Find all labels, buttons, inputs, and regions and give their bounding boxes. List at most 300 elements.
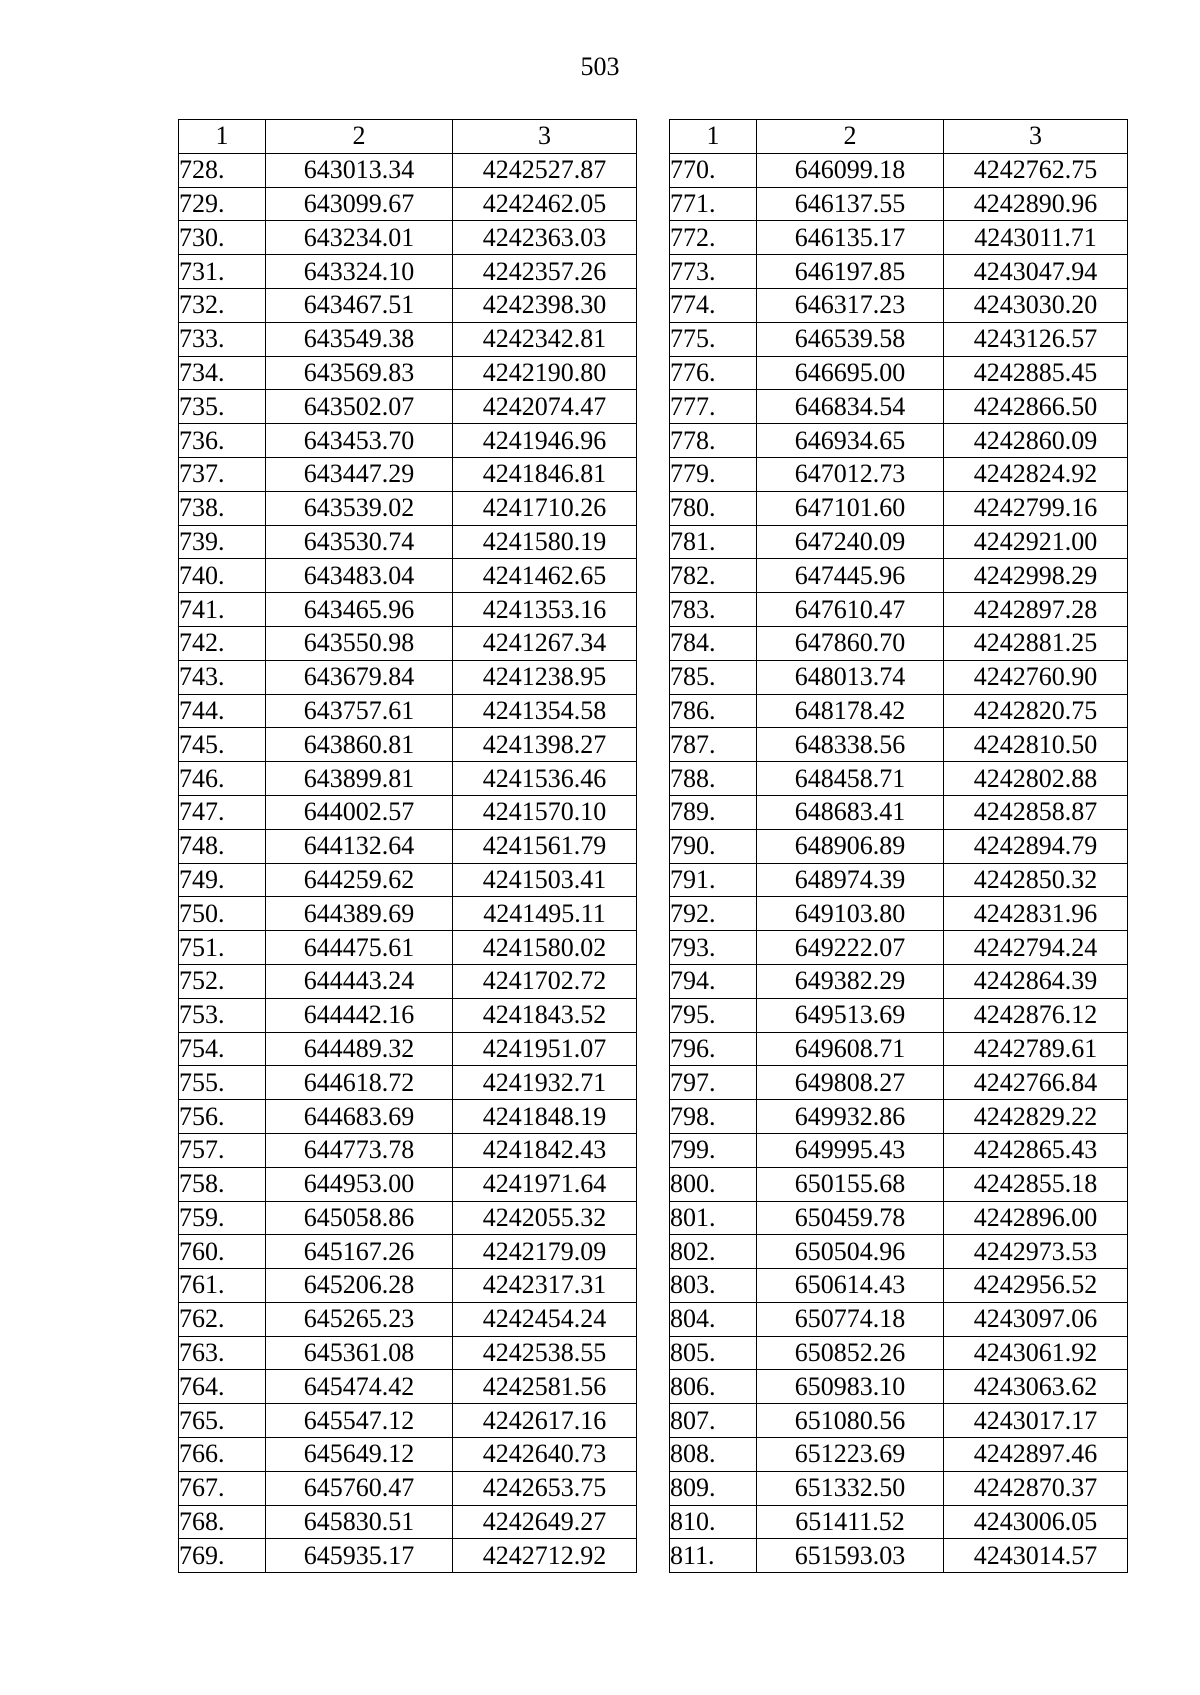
table-row	[670, 221, 1128, 255]
cell-point-number: 732.	[179, 288, 266, 322]
cell-point-number: 787.	[670, 728, 757, 762]
cell-x-coordinate: 646539.58	[757, 322, 944, 356]
cell-point-number: 788.	[670, 762, 757, 796]
cell-x-coordinate: 646137.55	[757, 187, 944, 221]
cell-point-number: 730.	[179, 221, 266, 255]
cell-y-coordinate: 4241354.58	[453, 694, 637, 728]
cell-point-number: 748.	[179, 829, 266, 863]
cell-point-number: 765.	[179, 1404, 266, 1438]
table-row	[179, 626, 637, 660]
cell-x-coordinate: 643234.01	[266, 221, 453, 255]
table-row	[670, 897, 1128, 931]
page-number: 503	[580, 52, 620, 81]
cell-y-coordinate: 4243017.17	[944, 1404, 1128, 1438]
cell-point-number: 739.	[179, 525, 266, 559]
cell-y-coordinate: 4242802.88	[944, 762, 1128, 796]
cell-x-coordinate: 651080.56	[757, 1404, 944, 1438]
table-row	[670, 1201, 1128, 1235]
cell-point-number: 786.	[670, 694, 757, 728]
cell-x-coordinate: 647101.60	[757, 491, 944, 525]
table-row	[670, 795, 1128, 829]
cell-x-coordinate: 646695.00	[757, 356, 944, 390]
cell-x-coordinate: 645206.28	[266, 1269, 453, 1303]
cell-y-coordinate: 4242850.32	[944, 863, 1128, 897]
cell-point-number: 768.	[179, 1505, 266, 1539]
table-row	[670, 1539, 1128, 1573]
cell-point-number: 808.	[670, 1438, 757, 1472]
cell-point-number: 785.	[670, 660, 757, 694]
table-row	[179, 424, 637, 458]
cell-point-number: 741.	[179, 593, 266, 627]
table-body	[670, 153, 1128, 1572]
cell-point-number: 783.	[670, 593, 757, 627]
cell-y-coordinate: 4243006.05	[944, 1505, 1128, 1539]
table-row	[179, 829, 637, 863]
cell-x-coordinate: 644002.57	[266, 795, 453, 829]
column-header-index: 1	[670, 120, 757, 154]
cell-x-coordinate: 649382.29	[757, 964, 944, 998]
cell-x-coordinate: 646197.85	[757, 255, 944, 289]
cell-point-number: 736.	[179, 424, 266, 458]
cell-y-coordinate: 4242864.39	[944, 964, 1128, 998]
cell-y-coordinate: 4242179.09	[453, 1235, 637, 1269]
cell-y-coordinate: 4241843.52	[453, 998, 637, 1032]
table-row	[179, 1438, 637, 1472]
table-row	[670, 863, 1128, 897]
cell-y-coordinate: 4242357.26	[453, 255, 637, 289]
cell-x-coordinate: 648458.71	[757, 762, 944, 796]
cell-x-coordinate: 645058.86	[266, 1201, 453, 1235]
cell-point-number: 761.	[179, 1269, 266, 1303]
table-row	[670, 762, 1128, 796]
cell-x-coordinate: 644259.62	[266, 863, 453, 897]
cell-y-coordinate: 4241238.95	[453, 660, 637, 694]
cell-point-number: 758.	[179, 1167, 266, 1201]
cell-point-number: 798.	[670, 1100, 757, 1134]
table-row	[179, 998, 637, 1032]
cell-x-coordinate: 643324.10	[266, 255, 453, 289]
cell-point-number: 752.	[179, 964, 266, 998]
cell-x-coordinate: 645649.12	[266, 1438, 453, 1472]
table-row	[179, 1235, 637, 1269]
cell-y-coordinate: 4242876.12	[944, 998, 1128, 1032]
cell-x-coordinate: 644442.16	[266, 998, 453, 1032]
cell-point-number: 751.	[179, 931, 266, 965]
table-row	[670, 1471, 1128, 1505]
cell-y-coordinate: 4241462.65	[453, 559, 637, 593]
cell-point-number: 773.	[670, 255, 757, 289]
cell-x-coordinate: 643467.51	[266, 288, 453, 322]
table-row	[670, 1066, 1128, 1100]
cell-x-coordinate: 647012.73	[757, 457, 944, 491]
cell-y-coordinate: 4241580.02	[453, 931, 637, 965]
table-row	[670, 1100, 1128, 1134]
cell-y-coordinate: 4242829.22	[944, 1100, 1128, 1134]
table-row	[670, 998, 1128, 1032]
cell-x-coordinate: 651332.50	[757, 1471, 944, 1505]
cell-y-coordinate: 4242190.80	[453, 356, 637, 390]
cell-x-coordinate: 645547.12	[266, 1404, 453, 1438]
cell-x-coordinate: 645167.26	[266, 1235, 453, 1269]
cell-x-coordinate: 648906.89	[757, 829, 944, 863]
cell-y-coordinate: 4242581.56	[453, 1370, 637, 1404]
cell-y-coordinate: 4241702.72	[453, 964, 637, 998]
cell-y-coordinate: 4242766.84	[944, 1066, 1128, 1100]
cell-point-number: 746.	[179, 762, 266, 796]
cell-y-coordinate: 4243014.57	[944, 1539, 1128, 1573]
cell-point-number: 754.	[179, 1032, 266, 1066]
cell-x-coordinate: 650614.43	[757, 1269, 944, 1303]
cell-point-number: 810.	[670, 1505, 757, 1539]
table-row	[670, 660, 1128, 694]
table-row	[179, 322, 637, 356]
cell-y-coordinate: 4241946.96	[453, 424, 637, 458]
cell-x-coordinate: 650983.10	[757, 1370, 944, 1404]
table-row	[670, 1302, 1128, 1336]
table-row	[179, 153, 637, 187]
cell-point-number: 733.	[179, 322, 266, 356]
cell-point-number: 775.	[670, 322, 757, 356]
cell-x-coordinate: 650504.96	[757, 1235, 944, 1269]
table-body	[179, 153, 637, 1572]
table-row	[179, 1066, 637, 1100]
cell-y-coordinate: 4242799.16	[944, 491, 1128, 525]
table-row	[179, 356, 637, 390]
table-row	[179, 660, 637, 694]
table-row	[670, 153, 1128, 187]
cell-y-coordinate: 4241353.16	[453, 593, 637, 627]
cell-x-coordinate: 648683.41	[757, 795, 944, 829]
table-row	[179, 1167, 637, 1201]
table-row	[670, 559, 1128, 593]
cell-y-coordinate: 4242617.16	[453, 1404, 637, 1438]
cell-y-coordinate: 4243097.06	[944, 1302, 1128, 1336]
table-row	[179, 863, 637, 897]
cell-x-coordinate: 645935.17	[266, 1539, 453, 1573]
cell-point-number: 794.	[670, 964, 757, 998]
cell-point-number: 779.	[670, 457, 757, 491]
cell-point-number: 737.	[179, 457, 266, 491]
cell-point-number: 753.	[179, 998, 266, 1032]
cell-point-number: 802.	[670, 1235, 757, 1269]
cell-y-coordinate: 4243030.20	[944, 288, 1128, 322]
table-row	[670, 1505, 1128, 1539]
cell-point-number: 780.	[670, 491, 757, 525]
table-row	[179, 1201, 637, 1235]
cell-x-coordinate: 643539.02	[266, 491, 453, 525]
table-row	[670, 829, 1128, 863]
cell-point-number: 763.	[179, 1336, 266, 1370]
cell-y-coordinate: 4242649.27	[453, 1505, 637, 1539]
table-row	[179, 1302, 637, 1336]
coordinates-table-left	[178, 119, 637, 1573]
cell-x-coordinate: 643099.67	[266, 187, 453, 221]
table-row	[670, 525, 1128, 559]
table-row	[670, 187, 1128, 221]
cell-x-coordinate: 643679.84	[266, 660, 453, 694]
cell-y-coordinate: 4241503.41	[453, 863, 637, 897]
cell-point-number: 745.	[179, 728, 266, 762]
cell-point-number: 743.	[179, 660, 266, 694]
cell-x-coordinate: 645830.51	[266, 1505, 453, 1539]
cell-point-number: 756.	[179, 1100, 266, 1134]
cell-x-coordinate: 643483.04	[266, 559, 453, 593]
table-row	[670, 626, 1128, 660]
cell-x-coordinate: 649932.86	[757, 1100, 944, 1134]
coordinates-table-right	[669, 119, 1128, 1573]
cell-point-number: 764.	[179, 1370, 266, 1404]
cell-point-number: 791.	[670, 863, 757, 897]
cell-y-coordinate: 4241580.19	[453, 525, 637, 559]
table-row	[670, 255, 1128, 289]
table-row	[670, 1133, 1128, 1167]
cell-x-coordinate: 645474.42	[266, 1370, 453, 1404]
cell-y-coordinate: 4243061.92	[944, 1336, 1128, 1370]
cell-x-coordinate: 648013.74	[757, 660, 944, 694]
cell-y-coordinate: 4242794.24	[944, 931, 1128, 965]
cell-x-coordinate: 646135.17	[757, 221, 944, 255]
table-row	[179, 897, 637, 931]
cell-point-number: 740.	[179, 559, 266, 593]
cell-point-number: 782.	[670, 559, 757, 593]
cell-x-coordinate: 644489.32	[266, 1032, 453, 1066]
cell-point-number: 797.	[670, 1066, 757, 1100]
cell-y-coordinate: 4242712.92	[453, 1539, 637, 1573]
table-row	[179, 390, 637, 424]
cell-y-coordinate: 4242363.03	[453, 221, 637, 255]
cell-y-coordinate: 4242538.55	[453, 1336, 637, 1370]
cell-point-number: 729.	[179, 187, 266, 221]
table-row	[179, 1336, 637, 1370]
cell-y-coordinate: 4242640.73	[453, 1438, 637, 1472]
table-row	[670, 1370, 1128, 1404]
cell-point-number: 804.	[670, 1302, 757, 1336]
cell-x-coordinate: 644132.64	[266, 829, 453, 863]
cell-y-coordinate: 4242998.29	[944, 559, 1128, 593]
cell-point-number: 767.	[179, 1471, 266, 1505]
table-row	[670, 424, 1128, 458]
cell-y-coordinate: 4242885.45	[944, 356, 1128, 390]
cell-y-coordinate: 4241561.79	[453, 829, 637, 863]
cell-point-number: 750.	[179, 897, 266, 931]
cell-y-coordinate: 4242897.28	[944, 593, 1128, 627]
cell-x-coordinate: 648974.39	[757, 863, 944, 897]
cell-x-coordinate: 649808.27	[757, 1066, 944, 1100]
table-row	[670, 694, 1128, 728]
cell-point-number: 734.	[179, 356, 266, 390]
cell-point-number: 796.	[670, 1032, 757, 1066]
cell-y-coordinate: 4242855.18	[944, 1167, 1128, 1201]
cell-point-number: 755.	[179, 1066, 266, 1100]
cell-y-coordinate: 4242890.96	[944, 187, 1128, 221]
cell-point-number: 762.	[179, 1302, 266, 1336]
table-row	[179, 1404, 637, 1438]
cell-point-number: 807.	[670, 1404, 757, 1438]
cell-point-number: 799.	[670, 1133, 757, 1167]
cell-x-coordinate: 649222.07	[757, 931, 944, 965]
cell-point-number: 771.	[670, 187, 757, 221]
table-row	[179, 525, 637, 559]
cell-x-coordinate: 643013.34	[266, 153, 453, 187]
table-row	[179, 795, 637, 829]
cell-x-coordinate: 645760.47	[266, 1471, 453, 1505]
table-row	[670, 491, 1128, 525]
table-row	[179, 728, 637, 762]
cell-point-number: 774.	[670, 288, 757, 322]
cell-y-coordinate: 4241398.27	[453, 728, 637, 762]
cell-y-coordinate: 4242317.31	[453, 1269, 637, 1303]
cell-y-coordinate: 4242398.30	[453, 288, 637, 322]
cell-y-coordinate: 4243063.62	[944, 1370, 1128, 1404]
cell-y-coordinate: 4242956.52	[944, 1269, 1128, 1303]
table-row	[670, 1336, 1128, 1370]
cell-y-coordinate: 4242896.00	[944, 1201, 1128, 1235]
cell-point-number: 772.	[670, 221, 757, 255]
cell-y-coordinate: 4241495.11	[453, 897, 637, 931]
cell-point-number: 790.	[670, 829, 757, 863]
cell-x-coordinate: 647860.70	[757, 626, 944, 660]
table-row	[670, 390, 1128, 424]
cell-y-coordinate: 4241971.64	[453, 1167, 637, 1201]
table-row	[670, 1269, 1128, 1303]
cell-point-number: 795.	[670, 998, 757, 1032]
cell-x-coordinate: 648178.42	[757, 694, 944, 728]
cell-point-number: 757.	[179, 1133, 266, 1167]
cell-x-coordinate: 646099.18	[757, 153, 944, 187]
table-row	[179, 694, 637, 728]
cell-point-number: 769.	[179, 1539, 266, 1573]
cell-point-number: 776.	[670, 356, 757, 390]
cell-point-number: 806.	[670, 1370, 757, 1404]
cell-point-number: 770.	[670, 153, 757, 187]
cell-point-number: 744.	[179, 694, 266, 728]
cell-x-coordinate: 643502.07	[266, 390, 453, 424]
table-row	[670, 322, 1128, 356]
cell-point-number: 803.	[670, 1269, 757, 1303]
cell-y-coordinate: 4242653.75	[453, 1471, 637, 1505]
cell-y-coordinate: 4242881.25	[944, 626, 1128, 660]
table-row	[670, 457, 1128, 491]
cell-y-coordinate: 4242527.87	[453, 153, 637, 187]
table-row	[179, 931, 637, 965]
cell-x-coordinate: 646834.54	[757, 390, 944, 424]
cell-y-coordinate: 4242858.87	[944, 795, 1128, 829]
table-row	[179, 1505, 637, 1539]
cell-y-coordinate: 4242973.53	[944, 1235, 1128, 1269]
cell-point-number: 766.	[179, 1438, 266, 1472]
cell-x-coordinate: 644683.69	[266, 1100, 453, 1134]
cell-x-coordinate: 648338.56	[757, 728, 944, 762]
cell-point-number: 792.	[670, 897, 757, 931]
cell-x-coordinate: 647445.96	[757, 559, 944, 593]
cell-x-coordinate: 644443.24	[266, 964, 453, 998]
cell-y-coordinate: 4242789.61	[944, 1032, 1128, 1066]
table-row	[179, 491, 637, 525]
column-header-y: 3	[453, 120, 637, 154]
table-row	[179, 593, 637, 627]
cell-y-coordinate: 4242824.92	[944, 457, 1128, 491]
cell-x-coordinate: 644475.61	[266, 931, 453, 965]
table-row	[179, 762, 637, 796]
cell-point-number: 760.	[179, 1235, 266, 1269]
cell-x-coordinate: 651223.69	[757, 1438, 944, 1472]
table-header-row	[179, 120, 637, 154]
cell-x-coordinate: 650774.18	[757, 1302, 944, 1336]
cell-x-coordinate: 644618.72	[266, 1066, 453, 1100]
cell-x-coordinate: 643530.74	[266, 525, 453, 559]
table-row	[670, 1167, 1128, 1201]
table-row	[179, 1471, 637, 1505]
cell-point-number: 781.	[670, 525, 757, 559]
cell-x-coordinate: 643453.70	[266, 424, 453, 458]
cell-point-number: 800.	[670, 1167, 757, 1201]
cell-y-coordinate: 4242760.90	[944, 660, 1128, 694]
cell-point-number: 759.	[179, 1201, 266, 1235]
cell-point-number: 738.	[179, 491, 266, 525]
cell-point-number: 801.	[670, 1201, 757, 1235]
cell-point-number: 778.	[670, 424, 757, 458]
cell-y-coordinate: 4243047.94	[944, 255, 1128, 289]
cell-x-coordinate: 643447.29	[266, 457, 453, 491]
table-row	[670, 931, 1128, 965]
cell-point-number: 789.	[670, 795, 757, 829]
cell-y-coordinate: 4241267.34	[453, 626, 637, 660]
column-header-y: 3	[944, 120, 1128, 154]
cell-y-coordinate: 4243126.57	[944, 322, 1128, 356]
cell-point-number: 749.	[179, 863, 266, 897]
cell-x-coordinate: 647610.47	[757, 593, 944, 627]
cell-y-coordinate: 4241951.07	[453, 1032, 637, 1066]
table-row	[179, 187, 637, 221]
table-row	[670, 964, 1128, 998]
cell-point-number: 747.	[179, 795, 266, 829]
cell-x-coordinate: 651411.52	[757, 1505, 944, 1539]
cell-y-coordinate: 4242865.43	[944, 1133, 1128, 1167]
table-row	[670, 356, 1128, 390]
cell-x-coordinate: 643569.83	[266, 356, 453, 390]
cell-x-coordinate: 647240.09	[757, 525, 944, 559]
cell-x-coordinate: 643860.81	[266, 728, 453, 762]
cell-y-coordinate: 4242762.75	[944, 153, 1128, 187]
table-row	[179, 1100, 637, 1134]
cell-point-number: 784.	[670, 626, 757, 660]
cell-x-coordinate: 644389.69	[266, 897, 453, 931]
cell-point-number: 728.	[179, 153, 266, 187]
cell-x-coordinate: 643899.81	[266, 762, 453, 796]
cell-y-coordinate: 4241932.71	[453, 1066, 637, 1100]
cell-x-coordinate: 643465.96	[266, 593, 453, 627]
cell-point-number: 805.	[670, 1336, 757, 1370]
cell-x-coordinate: 649513.69	[757, 998, 944, 1032]
cell-x-coordinate: 651593.03	[757, 1539, 944, 1573]
cell-y-coordinate: 4241570.10	[453, 795, 637, 829]
cell-point-number: 731.	[179, 255, 266, 289]
cell-x-coordinate: 645361.08	[266, 1336, 453, 1370]
cell-x-coordinate: 650852.26	[757, 1336, 944, 1370]
cell-x-coordinate: 644953.00	[266, 1167, 453, 1201]
cell-y-coordinate: 4241846.81	[453, 457, 637, 491]
cell-point-number: 793.	[670, 931, 757, 965]
table-row	[670, 728, 1128, 762]
cell-y-coordinate: 4241848.19	[453, 1100, 637, 1134]
cell-y-coordinate: 4242074.47	[453, 390, 637, 424]
table-row	[179, 221, 637, 255]
table-row	[179, 1269, 637, 1303]
cell-x-coordinate: 649103.80	[757, 897, 944, 931]
cell-x-coordinate: 646934.65	[757, 424, 944, 458]
cell-y-coordinate: 4242831.96	[944, 897, 1128, 931]
cell-point-number: 735.	[179, 390, 266, 424]
